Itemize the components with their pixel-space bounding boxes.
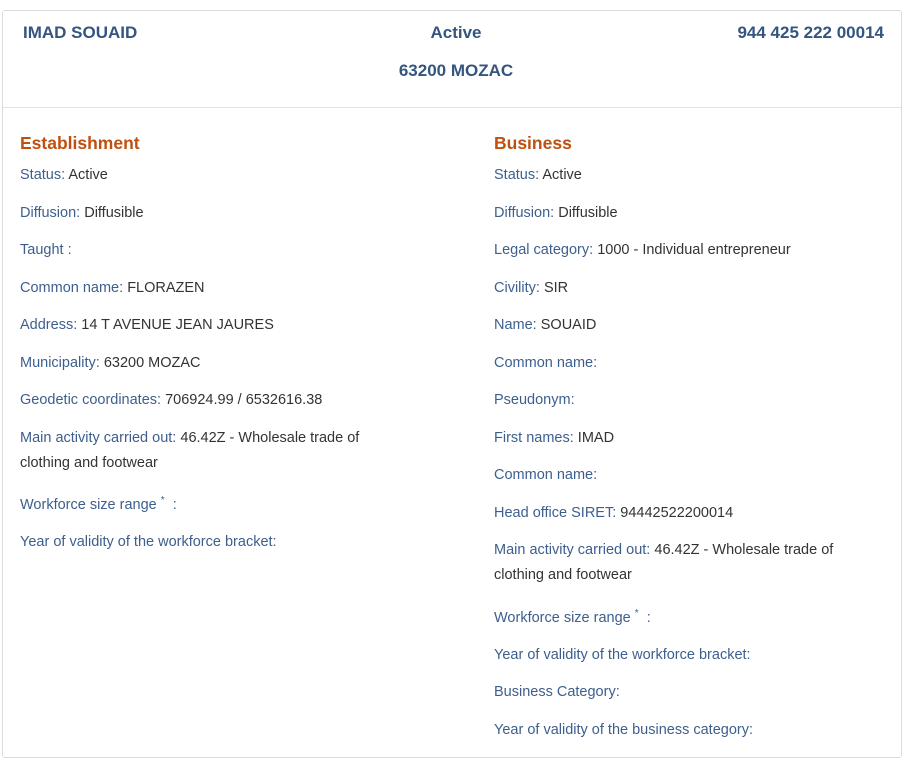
establishment-field-row — [20, 238, 390, 263]
establishment-field-label: Workforce size range — [20, 496, 157, 513]
establishment-field-label: Address: — [20, 317, 78, 333]
business-section — [494, 133, 874, 755]
establishment-field-row — [20, 426, 390, 476]
business-field-value: SIR — [543, 279, 569, 296]
establishment-field-label: Diffusion: — [20, 204, 81, 221]
establishment-field-value: 63200 MOZAC — [103, 354, 201, 371]
required-asterisk: * — [160, 495, 165, 506]
business-field-label: Legal category: — [494, 242, 594, 258]
establishment-field-value: 706924.99 / 6532616.38 — [165, 392, 323, 408]
establishment-field-value: Diffusible — [84, 204, 144, 221]
establishment-field-label: Municipality: — [20, 354, 100, 371]
establishment-field-value: FLORAZEN — [127, 279, 205, 296]
establishment-field-label: Main activity carried out: — [20, 429, 177, 446]
business-field-label: Civility: — [494, 279, 540, 296]
company-siret: 944 425 222 00014 — [737, 23, 884, 42]
establishment-field-row — [20, 530, 390, 555]
business-field-label: Year of validity of the workforce bracket: — [494, 646, 751, 663]
business-field-row — [494, 680, 874, 705]
card-header — [3, 11, 901, 108]
establishment-field-row — [20, 276, 390, 301]
establishment-field-row — [20, 388, 390, 413]
business-field-label: Name: — [494, 317, 537, 333]
establishment-field-row — [20, 488, 390, 518]
business-field-label: Year of validity of the business category: — [494, 721, 754, 738]
establishment-section — [20, 133, 390, 568]
business-field-row — [494, 163, 874, 188]
business-field-label: Workforce size range — [494, 609, 631, 626]
business-field-value: 1000 - Individual entrepreneur — [597, 242, 791, 258]
business-field-row — [494, 643, 874, 668]
business-field-value: SOUAID — [540, 317, 597, 333]
business-field-row — [494, 238, 874, 263]
establishment-field-label: Taught : — [20, 242, 72, 258]
company-city: 63200 MOZAC — [398, 61, 514, 80]
business-field-row — [494, 538, 874, 588]
required-asterisk: * — [634, 607, 639, 619]
establishment-field-suffix: : — [172, 496, 177, 513]
business-field-row — [494, 718, 874, 743]
establishment-field-row — [20, 163, 390, 188]
business-field-label: First names: — [494, 429, 574, 446]
business-title: Business — [494, 133, 572, 153]
business-field-row — [494, 276, 874, 301]
business-field-label: Common name: — [494, 354, 598, 371]
business-field-label: Common name: — [494, 467, 598, 483]
company-holder-name: IMAD SOUAID — [23, 23, 138, 42]
establishment-field-label: Geodetic coordinates: — [20, 392, 162, 408]
business-field-label: Business Category: — [494, 684, 620, 701]
business-field-row — [494, 313, 874, 338]
company-status: Active — [430, 23, 482, 42]
business-field-label: Status: — [494, 167, 540, 183]
establishment-field-row — [20, 201, 390, 226]
business-field-value: IMAD — [577, 429, 615, 446]
business-field-row — [494, 463, 874, 488]
establishment-field-value: Active — [68, 167, 108, 183]
business-field-row — [494, 601, 874, 631]
business-field-label: Main activity carried out: — [494, 542, 651, 558]
establishment-field-label: Status: — [20, 167, 66, 183]
business-field-value: Diffusible — [558, 204, 618, 221]
establishment-field-row — [20, 351, 390, 376]
business-field-suffix: : — [646, 609, 651, 626]
establishment-field-row — [20, 313, 390, 338]
establishment-field-label: Common name: — [20, 279, 124, 296]
business-field-row — [494, 501, 874, 526]
establishment-title: Establishment — [20, 133, 140, 153]
business-field-row — [494, 351, 874, 376]
business-field-row — [494, 201, 874, 226]
business-field-row — [494, 388, 874, 413]
business-field-value: 46.42Z - Wholesale trade of clothing and footwear — [494, 542, 834, 583]
establishment-field-label: Year of validity of the workforce bracket: — [20, 534, 277, 551]
establishment-field-value: 14 T AVENUE JEAN JAURES — [81, 317, 274, 333]
business-field-value: Active — [542, 167, 582, 183]
establishment-field-value: 46.42Z - Wholesale trade of clothing and footwear — [20, 429, 360, 471]
business-field-label: Head office SIRET: — [494, 504, 617, 521]
business-field-value: 94442522200014 — [620, 504, 734, 521]
business-field-row — [494, 426, 874, 451]
business-field-label: Pseudonym: — [494, 392, 575, 408]
business-field-label: Diffusion: — [494, 204, 555, 221]
